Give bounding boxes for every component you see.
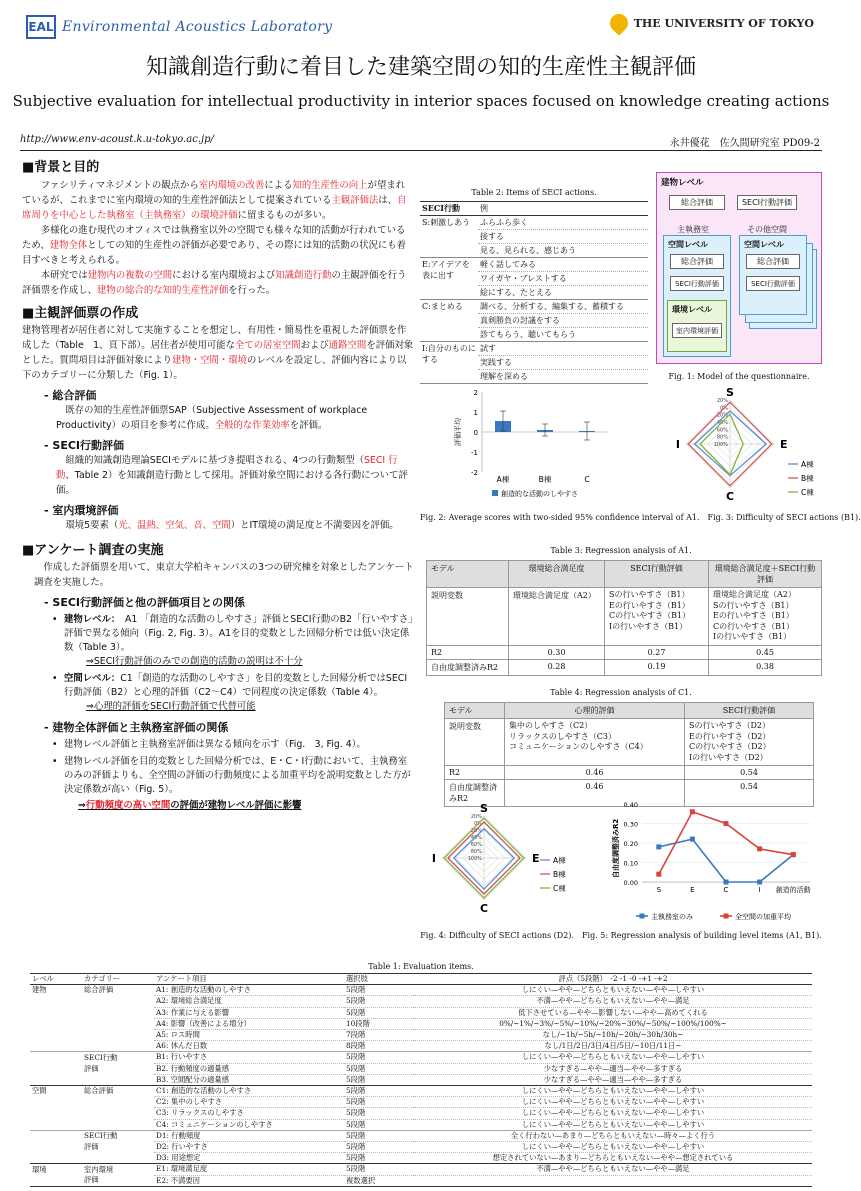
table1-row: A5: ロス時間 7段階 なし/~1h/~5h/~10h/~20h/~30h/30h~ <box>30 1030 812 1041</box>
table3-grid: モデル 環境総合満足度 SECI行動評価 環境総合満足度＋SECI行動評価 説明変数 環境総合満足度（A2） Sの行いやすさ（B1） Eの行いやすさ（B1） Cの行いやすさ（B1） Iの行いやすさ（B1） 環境総合満足度（A2） Sの行いやすさ（B1） Eの行いやすさ（B1） Cの行いやすさ（B1） Iの行いやすさ（B1） R2 0.30 0.27 0.45 自由度調整済みR2 0.28 0.19 0.38 <box>426 560 822 676</box>
table1-header-cell: 選択肢 <box>346 974 368 983</box>
table2 <box>420 188 648 384</box>
fig2-ytick-label: -2 <box>471 469 478 477</box>
left-column <box>22 156 414 813</box>
radar-axis-label: E <box>532 852 540 865</box>
radar-legend-label: C棟 <box>801 488 814 497</box>
fig1-building-level: 建物レベル <box>661 178 704 188</box>
radar-tick-label: 80% <box>716 434 728 441</box>
fig2-legend-label: 創造的な活動のしやすさ <box>501 490 578 498</box>
fig5-ytick-label: 0.00 <box>623 879 638 887</box>
fig5-point <box>656 872 661 877</box>
table4-caption: Table 4: Regression analysis of C1. <box>550 688 692 697</box>
section-heading-survey: ■アンケート調査の実施 <box>22 543 164 558</box>
conclusion: ⇒行動頻度の高い空間の評価が建物レベル評価に影響 <box>78 800 302 811</box>
fig2-legend-swatch <box>492 490 498 496</box>
bullet-text: 建物レベル： A1 「創造的な活動のしやすさ」評価とSECI行動のB2「行いやすさ」評価で異なる傾向（Fig. 2, Fig. 3）。A1を目的変数とした回帰分析では低い決定係数（Table 3）。 <box>64 614 413 653</box>
fig5-ylabel: 自由度調整済みR2 <box>612 818 620 878</box>
paragraph: 多様化の進む現代のオフィスでは執務室以外の空間でも様々な知的活動が行われているため、建物全体としての知的生産性の評価が必要であり、その際には知的活動の状況にも着目すべきと考えられる。 <box>22 225 407 266</box>
fig5-ytick-label: 0.10 <box>623 859 638 868</box>
radar-tick-label: 20% <box>470 814 482 820</box>
table1-row: A2: 環境総合満足度 5段階 不満—やや—どちらともいえない—やや—満足 <box>30 996 812 1007</box>
fig1-caption: Fig. 1: Model of the questionnaire. <box>668 372 810 381</box>
bullet-item: • 空間レベル：C1「創造的な活動のしやすさ」を目的変数とした回帰分析ではSECI行動評価（B2）と心理的評価（C2〜C4）で同程度の決定係数（Table 4）。 <box>52 673 408 698</box>
fig5-xtick-label: C <box>723 886 729 894</box>
radar-tick-label: 100% <box>713 442 728 448</box>
fig2-3-caption: Fig. 2: Average scores with two-sided 95% confidence interval of A1. Fig. 3: Difficulty of SECI actions (B1). <box>420 513 861 522</box>
table4-grid: モデル 心理的評価 SECI行動評価 説明変数 集中のしやすさ（C2） リラックスのしやすさ（C3） コミュニケーションのしやすさ（C4） Sの行いやすさ（D2） Eの行いやすさ（D2） Cの行いやすさ（D2） Iの行いやすさ（D2） R2 0.46 0.54 自由度調整済みR2 0.46 0.54 <box>444 702 814 807</box>
fig1-model <box>656 172 822 364</box>
fig1-seci-eval: SECI行動評価 <box>737 195 797 210</box>
fig5-legend-marker <box>724 914 729 919</box>
author: 永井優花 佐久間研究室 PD09-2 <box>669 138 820 149</box>
subheading: - 建物全体評価と主執務室評価の関係 <box>44 721 229 734</box>
fig5-point <box>791 852 796 857</box>
table1-row: 評価 B2. 行動頻度の適量感 5段階 少なすぎる—やや—適当—やや—多すぎる <box>30 1063 812 1074</box>
radar-legend-label: B棟 <box>553 870 566 879</box>
fig2-ylabel: 評価平均 <box>454 418 462 446</box>
table1-row: 評価 E2: 不満要因 複数選択 <box>30 1175 812 1186</box>
section-heading-questionnaire: ■主観評価票の作成 <box>22 306 139 321</box>
radar-tick-label: 40% <box>470 835 482 841</box>
fig5-legend-label: 全空間の加重平均 <box>735 913 791 921</box>
fig2-ytick-label: 2 <box>473 389 478 397</box>
lab-name: Environmental Acoustics Laboratory <box>62 19 333 35</box>
table2-grid: SECI行動 例 S:刺激しあう ふらふら歩く 接する 見る、見られる、感じあう E:アイデアを表に出す 軽く話してみる ワイガヤ・ブレストする 絵にする、たとえる C:まとめる 調べる、分析する、編集する、蓄積する 真剣勝負の討議をする 診てもらう、聴いてもらう I:自分のものにする 試す 実践する 理解を深める <box>420 201 648 384</box>
fig5-ytick-label: 0.20 <box>623 840 638 848</box>
bullet-text: 空間レベル：C1「創造的な活動のしやすさ」を目的変数とした回帰分析ではSECI行動評価（B2）と心理的評価（C2〜C4）で同程度の決定係数（Table 4）。 <box>64 673 408 698</box>
radar-tick-label: 60% <box>470 842 482 848</box>
subheading: - 室内環境評価 <box>44 504 119 517</box>
table1-row: 空間 総合評価 C1: 創造的な活動のしやすさ 5段階 しにくい—やや—どちらともいえない—やや—しやすい <box>30 1086 812 1097</box>
fig1-total-eval: 総合評価 <box>669 195 725 210</box>
subheading: - SECI行動評価と他の評価項目との関係 <box>44 596 245 609</box>
radar-legend-label: C棟 <box>553 884 566 893</box>
subheading: - SECI行動評価 <box>44 439 124 452</box>
radar-axis-label: I <box>675 438 680 451</box>
table1-header-cell: カテゴリー <box>84 974 121 983</box>
table2-row: S:刺激しあう ふらふら歩く <box>420 216 648 230</box>
lab-url[interactable]: http://www.env-acoust.k.u-tokyo.ac.jp/ <box>20 134 214 145</box>
radar-legend-label: B棟 <box>801 474 814 483</box>
page-title: 知識創造行動に着目した建築空間の知的生産性主観評価 <box>145 55 696 80</box>
table1-row: A3: 作業に与える影響 5段階 低下させている—やや—影響しない—やや—高めてくれる <box>30 1007 812 1018</box>
paragraph: ファシリティマネジメントの観点から室内環境の改善による知的生産性の向上が望まれているが、これまでに室内環境の知的生産性評価法として提案されている主観評価法は、自席周りを中心とした執務室（主執務室）の環境評価に留まるものが多い。 <box>22 180 407 221</box>
radar-legend-label: A棟 <box>801 460 814 469</box>
radar-axis-label: C <box>479 902 489 915</box>
table1-header-cell: 評点（5段階） -2 ‐1 ‐0 ‐+1 ‐+2 <box>558 974 668 983</box>
table1-caption: Table 1: Evaluation items. <box>368 962 474 971</box>
university-header <box>610 14 814 32</box>
table2-row: 絵にする、たとえる <box>420 286 648 300</box>
table1-header-cell: レベル <box>32 974 54 983</box>
paragraph: 建物管理者が居住者に対して実施することを想定し、有用性・簡易性を重視した評価票を作成した（Table 1、頁下部）。居住者が使用可能な全ての居室空間および通路空間を評価対象とした。質問項目は評価対象により建物・空間・環境のレベルを設定し、評価内容により以下のカテゴリーに分類した（Fig. 1）。 <box>22 325 414 381</box>
table2-row: 真剣勝負の討議をする <box>420 314 648 328</box>
fig5-xtick-label: S <box>656 886 662 894</box>
fig5-point <box>757 846 762 851</box>
table1-row: SECI行動 B1: 行いやすさ 5段階 しにくい—やや—どちらともいえない—やや—しやすい <box>30 1052 812 1063</box>
radar-axis-label: C <box>725 490 735 503</box>
table2-row: 理解を深める <box>420 370 648 384</box>
fig5-series-line <box>659 839 793 882</box>
fig1-main-office: 主執務室 <box>677 225 709 234</box>
table1-row: C3: リラックスのしやすさ 5段階 しにくい—やや—どちらともいえない—やや—しやすい <box>30 1108 812 1119</box>
fig5-xtick-label: I <box>758 886 761 894</box>
table1-row: B3. 空間配分の適量感 5段階 少なすぎる—やや—適当—やや—多すぎる <box>30 1074 812 1085</box>
table2-caption: Table 2: Items of SECI actions. <box>471 188 597 197</box>
fig5-point <box>656 844 661 849</box>
bullet-text: 建物レベル評価と主執務室評価は異なる傾向を示す（Fig. 3, Fig. 4）。 <box>64 739 366 750</box>
fig5-legend-marker <box>640 914 645 919</box>
table1-row: 評価 D2: 行いやすさ 5段階 しにくい—やや—どちらともいえない—やや—しやすい <box>30 1142 812 1153</box>
page-subtitle: Subjective evaluation for intellectual productivity in interior spaces focused on knowledge creating actions <box>12 92 830 110</box>
table2-row: ワイガヤ・ブレストする <box>420 272 648 286</box>
radar-legend-label: A棟 <box>553 856 566 865</box>
fig1-other-space-box: 空間レベル 総合評価 SECI行動評価 <box>739 235 807 315</box>
fig2-xtick-label: C <box>584 475 590 484</box>
lab-logo: EAL <box>26 15 56 39</box>
lab-header <box>26 14 332 40</box>
radar-series-line <box>695 411 766 476</box>
table1-header-cell: アンケート項目 <box>156 974 207 983</box>
fig5-point <box>724 880 729 885</box>
table2-row: 実践する <box>420 356 648 370</box>
table1-row: A4: 影響（改善による増分） 10段階 0%/~1%/~3%/~5%/~10%/~20%~30%/~50%/~100%/100%~ <box>30 1018 812 1029</box>
radar-tick-label: 0% <box>474 821 482 827</box>
fig4-chart <box>430 800 590 918</box>
table1-row: C2: 集中のしやすさ 5段階 しにくい—やや—どちらともいえない—やや—しやすい <box>30 1097 812 1108</box>
table1-row: C4: コミュニケーションのしやすさ 5段階 しにくい—やや—どちらともいえない—やや—しやすい <box>30 1119 812 1130</box>
fig2-xtick-label: A棟 <box>496 475 510 484</box>
fig5-xtick-label: E <box>690 886 695 894</box>
paragraph: 環境5要素（光、温熱、空気、音、空間）とIT環境の満足度と不満要因を評価。 <box>65 520 399 531</box>
fig5-ytick-label: 0.30 <box>623 820 638 829</box>
radar-axis-label: S <box>726 386 734 399</box>
radar-tick-label: 60% <box>716 427 728 434</box>
radar-axis-label: S <box>480 802 488 815</box>
table1-grid <box>30 973 812 1187</box>
radar-tick-label: 0% <box>720 405 728 412</box>
table1-row: SECI行動 D1: 行動頻度 5段階 全く行わない—あまり—どちらともいえない—時々—よく行う <box>30 1130 812 1141</box>
radar-axis-label: E <box>780 438 788 451</box>
bullet-text: 建物レベル評価を目的変数とした回帰分析では、E・C・I行動において、主執務室のみの評価よりも、全空間の評価の行動頻度による加重平均を説明変数とした方が決定係数が高い（Fig. 5）。 <box>64 756 411 795</box>
university-name: THE UNIVERSITY OF TOKYO <box>633 16 814 30</box>
fig2-chart <box>424 384 624 504</box>
table2-row: E:アイデアを表に出す 軽く話してみる <box>420 258 648 272</box>
fig1-other-space: その他空間 <box>747 225 787 234</box>
table1-row: A6: 休んだ日数 8段階 なし/1日/2日/3日/4日/5日/~10日/11日~ <box>30 1041 812 1052</box>
table1-row: 建物 総合評価 A1: 創造的な活動のしやすさ 5段階 しにくい—やや—どちらともいえない—やや—しやすい <box>30 985 812 996</box>
paragraph: 作成した評価票を用いて、東京大学柏キャンパスの3つの研究棟を対象としたアンケート調査を実施した。 <box>34 562 414 588</box>
fig3-chart <box>670 386 822 504</box>
conclusion: ⇒SECI行動評価のみでの創造的活動の説明は不十分 <box>86 656 303 667</box>
fig1-main-office-box: 空間レベル 総合評価 SECI行動評価 環境レベル 室内環境評価 <box>663 235 731 357</box>
table2-row: 接する <box>420 230 648 244</box>
radar-tick-label: 20% <box>716 412 728 419</box>
paragraph: 組織的知識創造理論SECIモデルに基づき提唱される、4つの行動類型（SECI 行動、Table 2）を知識創造行動として採用。評価対象空間における各行動について評価。 <box>56 455 408 496</box>
table1-row: D3: 用途想定 5段階 想定されていない—あまり—どちらともいえない—やや—想定されている <box>30 1153 812 1164</box>
paragraph: 本研究では建物内の複数の空間における室内環境および知識創造行動の主観評価を行う評価票を作成し、建物の総合的な知的生産性評価を行った。 <box>22 270 407 296</box>
radar-axis-label: I <box>431 852 436 865</box>
fig2-ytick-label: -1 <box>471 449 478 457</box>
fig4-5-caption: Fig. 4: Difficulty of SECI actions (D2). Fig. 5: Regression analysis of building level items (A1, B1). <box>420 931 822 940</box>
radar-tick-label: 20% <box>716 398 728 404</box>
section-heading-background: ■背景と目的 <box>22 160 100 175</box>
ginkgo-icon <box>606 10 631 35</box>
fig5-point <box>757 880 762 885</box>
paragraph: 既存の知的生産性評価票SAP（Subjective Assessment of workplace Productivity）の項目を参考に作成。全般的な作業効率を評価。 <box>56 405 368 431</box>
conclusion: ⇒心理的評価をSECI行動評価で代替可能 <box>86 701 256 712</box>
fig5-xtick-label: 創造的活動 <box>775 886 811 894</box>
table2-row: I:自分のものにする 試す <box>420 342 648 356</box>
fig2-ytick-label: 0 <box>473 429 478 437</box>
fig5-ytick-label: 0.40 <box>623 801 638 809</box>
bullet-item: • 建物レベル： A1 「創造的な活動のしやすさ」評価とSECI行動のB2「行いやすさ」評価で異なる傾向（Fig. 2, Fig. 3）。A1を目的変数とした回帰分析では低い決定係数（Table 3）。 <box>52 614 413 653</box>
bullet-item: • 建物レベル評価と主執務室評価は異なる傾向を示す（Fig. 3, Fig. 4）。 <box>52 739 366 750</box>
table1-row: 環境 室内環境 E1: 環境満足度 5段階 不満—やや—どちらともいえない—やや—満足 <box>30 1164 812 1175</box>
fig5-point <box>724 821 729 826</box>
fig5-chart <box>596 796 822 926</box>
table2-row: 見る、見られる、感じあう <box>420 244 648 258</box>
table3-caption: Table 3: Regression analysis of A1. <box>550 546 692 555</box>
radar-tick-label: 100% <box>467 856 482 862</box>
table2-row: C:まとめる 調べる、分析する、編集する、蓄積する <box>420 300 648 314</box>
bullet-item: • 建物レベル評価を目的変数とした回帰分析では、E・C・I行動において、主執務室のみの評価よりも、全空間の評価の行動頻度による加重平均を説明変数とした方が決定係数が高い（Fig. 5）。 <box>52 756 411 795</box>
radar-tick-label: 40% <box>716 420 728 426</box>
table2-row: 診てもらう、聴いてもらう <box>420 328 648 342</box>
header-divider <box>20 150 822 151</box>
subheading: - 総合評価 <box>44 389 97 402</box>
radar-tick-label: 20% <box>470 828 482 834</box>
fig2-ytick-label: 1 <box>473 409 478 417</box>
fig5-point <box>690 837 695 842</box>
fig5-point <box>690 809 695 814</box>
fig5-legend-label: 主執務室のみ <box>651 913 693 921</box>
radar-tick-label: 80% <box>470 849 482 855</box>
fig1-env-box: 環境レベル 室内環境評価 <box>667 300 727 352</box>
fig2-xtick-label: B棟 <box>538 475 552 484</box>
